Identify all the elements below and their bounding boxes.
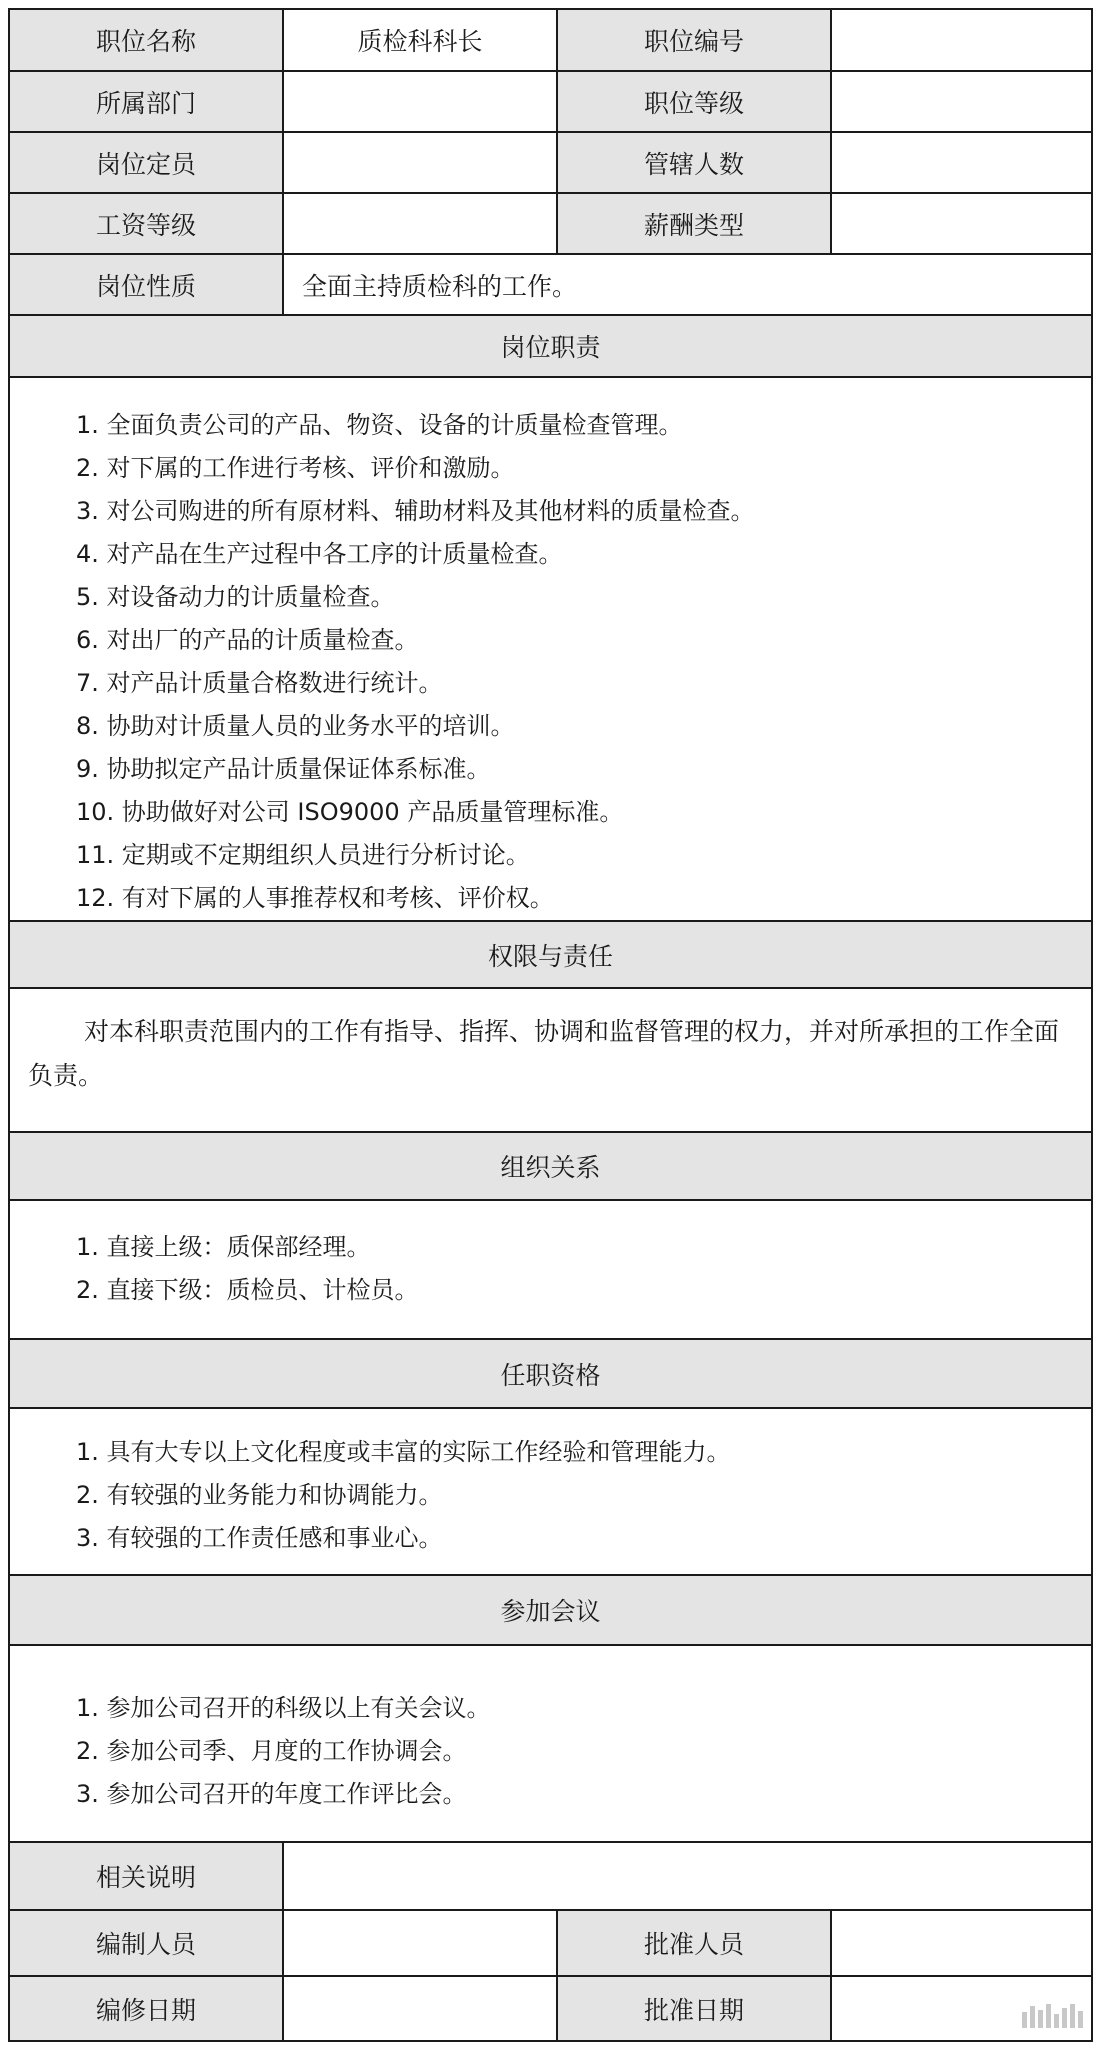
footer-row-notes <box>10 1841 1091 1909</box>
label-position-level: 职位等级 <box>556 72 830 131</box>
footer-row-people <box>10 1909 1091 1975</box>
section-body-authority <box>10 987 1091 1131</box>
value-position-level <box>830 72 1091 131</box>
list-item: 8. 协助对计质量人员的业务水平的培训。 <box>76 712 515 740</box>
section-head-authority <box>10 920 1091 987</box>
list-item: 9. 协助拟定产品计质量保证体系标准。 <box>76 755 491 783</box>
list-item: 1. 全面负责公司的产品、物资、设备的计质量检查管理。 <box>76 411 683 439</box>
section-title: 组织关系 <box>10 1133 1091 1199</box>
list-item: 11. 定期或不定期组织人员进行分析讨论。 <box>76 841 530 869</box>
header-row-headcount <box>10 131 1091 192</box>
label-position-nature: 岗位性质 <box>10 255 282 314</box>
label-position-code: 职位编号 <box>556 10 830 70</box>
list-item: 1. 参加公司召开的科级以上有关会议。 <box>76 1694 491 1722</box>
label-pay-type: 薪酬类型 <box>556 194 830 253</box>
meetings-list <box>10 1646 1091 1841</box>
section-head-qualification <box>10 1338 1091 1407</box>
header-row-position-name <box>10 10 1091 70</box>
section-body-organization <box>10 1199 1091 1338</box>
section-head-meetings <box>10 1574 1091 1644</box>
list-item: 2. 对下属的工作进行考核、评价和激励。 <box>76 454 515 482</box>
section-title: 任职资格 <box>10 1340 1091 1407</box>
watermark-icon <box>1022 2004 1083 2028</box>
list-item: 7. 对产品计质量合格数进行统计。 <box>76 669 443 697</box>
list-item: 6. 对出厂的产品的计质量检查。 <box>76 626 419 654</box>
value-headcount <box>282 133 556 192</box>
list-item: 3. 对公司购进的所有原材料、辅助材料及其他材料的质量检查。 <box>76 497 755 525</box>
value-pay-type <box>830 194 1091 253</box>
value-salary-grade <box>282 194 556 253</box>
value-position-code <box>830 10 1091 70</box>
value-approver <box>830 1911 1091 1975</box>
list-item: 2. 参加公司季、月度的工作协调会。 <box>76 1737 467 1765</box>
value-edit-date <box>282 1977 556 2040</box>
list-item: 4. 对产品在生产过程中各工序的计质量检查。 <box>76 540 563 568</box>
value-subordinates <box>830 133 1091 192</box>
label-approve-date: 批准日期 <box>556 1977 830 2040</box>
section-head-organization <box>10 1131 1091 1199</box>
organization-list <box>10 1201 1091 1338</box>
section-body-duties <box>10 376 1091 920</box>
footer-row-dates <box>10 1975 1091 2040</box>
list-item: 2. 直接下级：质检员、计检员。 <box>76 1276 419 1304</box>
list-item: 2. 有较强的业务能力和协调能力。 <box>76 1481 443 1509</box>
section-body-meetings <box>10 1644 1091 1841</box>
section-title: 参加会议 <box>10 1576 1091 1644</box>
label-related-notes: 相关说明 <box>10 1843 282 1909</box>
label-department: 所属部门 <box>10 72 282 131</box>
section-body-qualification <box>10 1407 1091 1574</box>
header-row-department <box>10 70 1091 131</box>
label-salary-grade: 工资等级 <box>10 194 282 253</box>
list-item: 3. 参加公司召开的年度工作评比会。 <box>76 1780 467 1808</box>
section-head-duties <box>10 314 1091 376</box>
section-title: 权限与责任 <box>10 922 1091 987</box>
job-description-table <box>8 8 1093 2042</box>
label-position-name: 职位名称 <box>10 10 282 70</box>
section-title: 岗位职责 <box>10 316 1091 376</box>
list-item: 5. 对设备动力的计质量检查。 <box>76 583 395 611</box>
qualification-list <box>10 1409 1091 1574</box>
value-compiler <box>282 1911 556 1975</box>
list-item: 10. 协助做好对公司 ISO9000 产品质量管理标准。 <box>76 798 624 826</box>
value-position-nature: 全面主持质检科的工作。 <box>282 255 1091 314</box>
list-item: 1. 直接上级：质保部经理。 <box>76 1233 371 1261</box>
authority-text: 对本科职责范围内的工作有指导、指挥、协调和监督管理的权力，并对所承担的工作全面负责。 <box>28 1017 1060 1090</box>
value-related-notes <box>282 1843 1091 1909</box>
label-headcount: 岗位定员 <box>10 133 282 192</box>
label-approver: 批准人员 <box>556 1911 830 1975</box>
label-subordinates: 管辖人数 <box>556 133 830 192</box>
label-compiler: 编制人员 <box>10 1911 282 1975</box>
label-edit-date: 编修日期 <box>10 1977 282 2040</box>
list-item: 3. 有较强的工作责任感和事业心。 <box>76 1524 443 1552</box>
value-department <box>282 72 556 131</box>
list-item: 12. 有对下属的人事推荐权和考核、评价权。 <box>76 884 554 912</box>
list-item: 1. 具有大专以上文化程度或丰富的实际工作经验和管理能力。 <box>76 1438 731 1466</box>
value-position-name: 质检科科长 <box>282 10 556 70</box>
header-row-salary <box>10 192 1091 253</box>
duties-list <box>10 378 1091 920</box>
header-row-nature <box>10 253 1091 314</box>
